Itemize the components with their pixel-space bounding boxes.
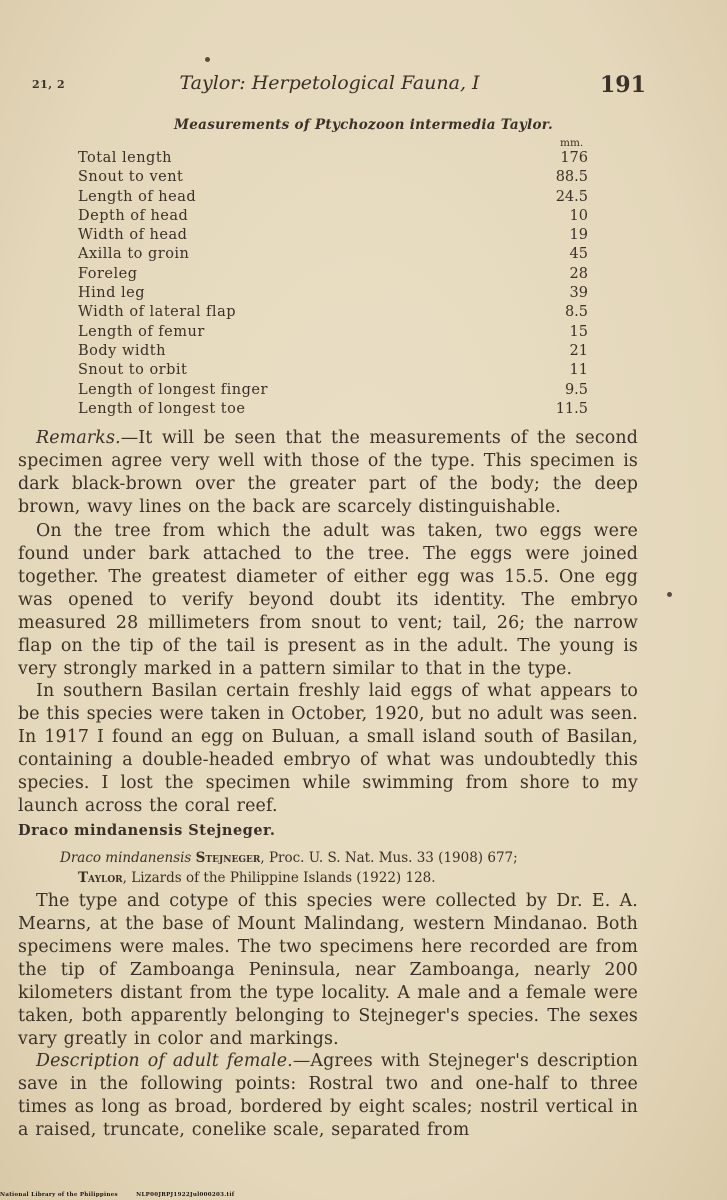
measurement-row xyxy=(78,284,618,303)
measurement-value: 176 xyxy=(560,150,588,166)
measurement-value: 19 xyxy=(569,227,588,244)
remarks-text: —It will be seen that the measurements of the second specimen agree very well with those of the type. This specimen is dark black-brown over the greater part of the body; the deep brown, wavy lines on the back are scarcely distinguishable. xyxy=(18,428,638,517)
remarks-paragraph xyxy=(18,427,638,519)
measurement-label: Length of femur xyxy=(78,323,205,340)
measurement-row xyxy=(78,342,618,361)
measurement-row xyxy=(78,303,618,322)
scan-footer xyxy=(0,1192,727,1198)
measurement-value: 21 xyxy=(569,342,588,359)
measurement-row xyxy=(78,168,618,187)
reference-taxon: Draco mindanensis xyxy=(60,850,192,866)
measurement-row xyxy=(78,188,618,207)
eggs-paragraph xyxy=(18,520,638,681)
measurement-row xyxy=(78,149,618,168)
measurement-row xyxy=(78,361,618,380)
measurement-row xyxy=(78,226,618,245)
basilan-text: In southern Basilan certain freshly laid eggs of what appears to be this species were taken in October, 1920, but no adult was seen. In 1917 I found an egg on Buluan, a small island south of Basilan, containing a double-headed embryo of what was undoubtedly this species. I lost the specimen while swimming from shore to my launch across the coral reef. xyxy=(18,681,638,816)
species-heading: Draco mindanensis Stejneger. xyxy=(18,822,276,839)
running-title: Taylor: Herpetological Fauna, I xyxy=(179,72,480,94)
measurement-value: 15 xyxy=(569,323,588,340)
measurement-label: Snout to orbit xyxy=(78,362,188,379)
measurement-value: 24.5 xyxy=(555,188,588,205)
reference-author-1: Stejneger xyxy=(195,850,261,866)
measurement-label: Foreleg xyxy=(78,265,138,282)
measurement-row xyxy=(78,381,618,400)
type-text: The type and cotype of this species were collected by Dr. E. A. Mearns, at the base of Mount Malindang, western Mindanao. Both specimens were males. The two specimens here recorded are from the tip of Zamboanga Peninsula, near Zamboanga, nearly 200 kilometers distant from the type locality. A male and a female were taken, both apparently belonging to Stejneger's species. The sexes vary greatly in color and markings. xyxy=(18,891,638,1049)
measurements-unit: mm. xyxy=(560,137,584,149)
page-number: 191 xyxy=(600,72,646,98)
measurement-value: 10 xyxy=(569,207,588,224)
measurement-label: Length of head xyxy=(78,188,197,205)
measurement-label: Axilla to groin xyxy=(78,246,190,263)
reference-citation-2: , Lizards of the Philippine Islands (1922) 128. xyxy=(122,870,436,886)
description-text: —Agrees with Stejneger's description save in the following points: Rostral two and one-half to three times as long as broad, bordered by eight scales; nostril vertical in a raised, truncate, conelike scale, separated from xyxy=(18,1051,638,1140)
measurement-label: Body width xyxy=(78,342,166,359)
measurement-value: 39 xyxy=(569,285,588,302)
description-lead: Description of adult female. xyxy=(36,1051,293,1071)
measurement-label: Length of longest finger xyxy=(78,381,268,398)
measurement-row xyxy=(78,245,618,264)
running-header xyxy=(32,70,627,100)
measurement-value: 11 xyxy=(569,362,588,379)
type-paragraph xyxy=(18,890,638,1051)
measurement-value: 45 xyxy=(569,246,588,263)
measurement-label: Width of head xyxy=(78,227,188,244)
reference-line-1 xyxy=(60,848,650,868)
footer-library: National Library of the Philippines xyxy=(0,1192,118,1198)
measurement-value: 88.5 xyxy=(555,169,588,186)
measurement-value: 28 xyxy=(569,265,588,282)
ink-speck xyxy=(667,592,672,597)
references xyxy=(60,848,650,888)
footer-file-id: NLP00JRPJ1922Jul000203.tif xyxy=(136,1192,235,1198)
measurements-table-title: Measurements of Ptychozoon intermedia Taylor. xyxy=(174,117,553,133)
measurement-label: Length of longest toe xyxy=(78,400,246,417)
reference-line-2 xyxy=(60,868,650,888)
measurement-label: Depth of head xyxy=(78,207,189,224)
measurement-label: Total length xyxy=(78,150,172,166)
measurement-row xyxy=(78,207,618,226)
reference-citation-1: , Proc. U. S. Nat. Mus. 33 (1908) 677; xyxy=(260,850,518,866)
measurement-label: Width of lateral flap xyxy=(78,304,236,321)
volume-number: 21, 2 xyxy=(32,78,66,91)
measurement-value: 11.5 xyxy=(555,400,588,417)
basilan-paragraph xyxy=(18,680,638,818)
measurement-value: 8.5 xyxy=(564,304,588,321)
description-paragraph xyxy=(18,1050,638,1142)
measurement-row xyxy=(78,265,618,284)
measurements-table xyxy=(78,149,618,419)
measurement-label: Snout to vent xyxy=(78,169,184,186)
measurement-row xyxy=(78,400,618,419)
eggs-text: On the tree from which the adult was taken, two eggs were found under bark attached to the tree. The eggs were joined together. The greatest diameter of either egg was 15.5. One egg was opened to verify beyond doubt its identity. The embryo measured 28 millimeters from snout to vent; tail, 26; the narrow flap on the tip of the tail is present as in the adult. The young is very strongly marked in a pattern similar to that in the type. xyxy=(18,521,638,679)
measurement-row xyxy=(78,323,618,342)
measurement-label: Hind leg xyxy=(78,285,146,302)
remarks-lead: Remarks. xyxy=(36,428,121,448)
ink-speck xyxy=(205,57,210,62)
measurement-value: 9.5 xyxy=(564,381,588,398)
reference-author-2: Taylor xyxy=(78,870,123,886)
